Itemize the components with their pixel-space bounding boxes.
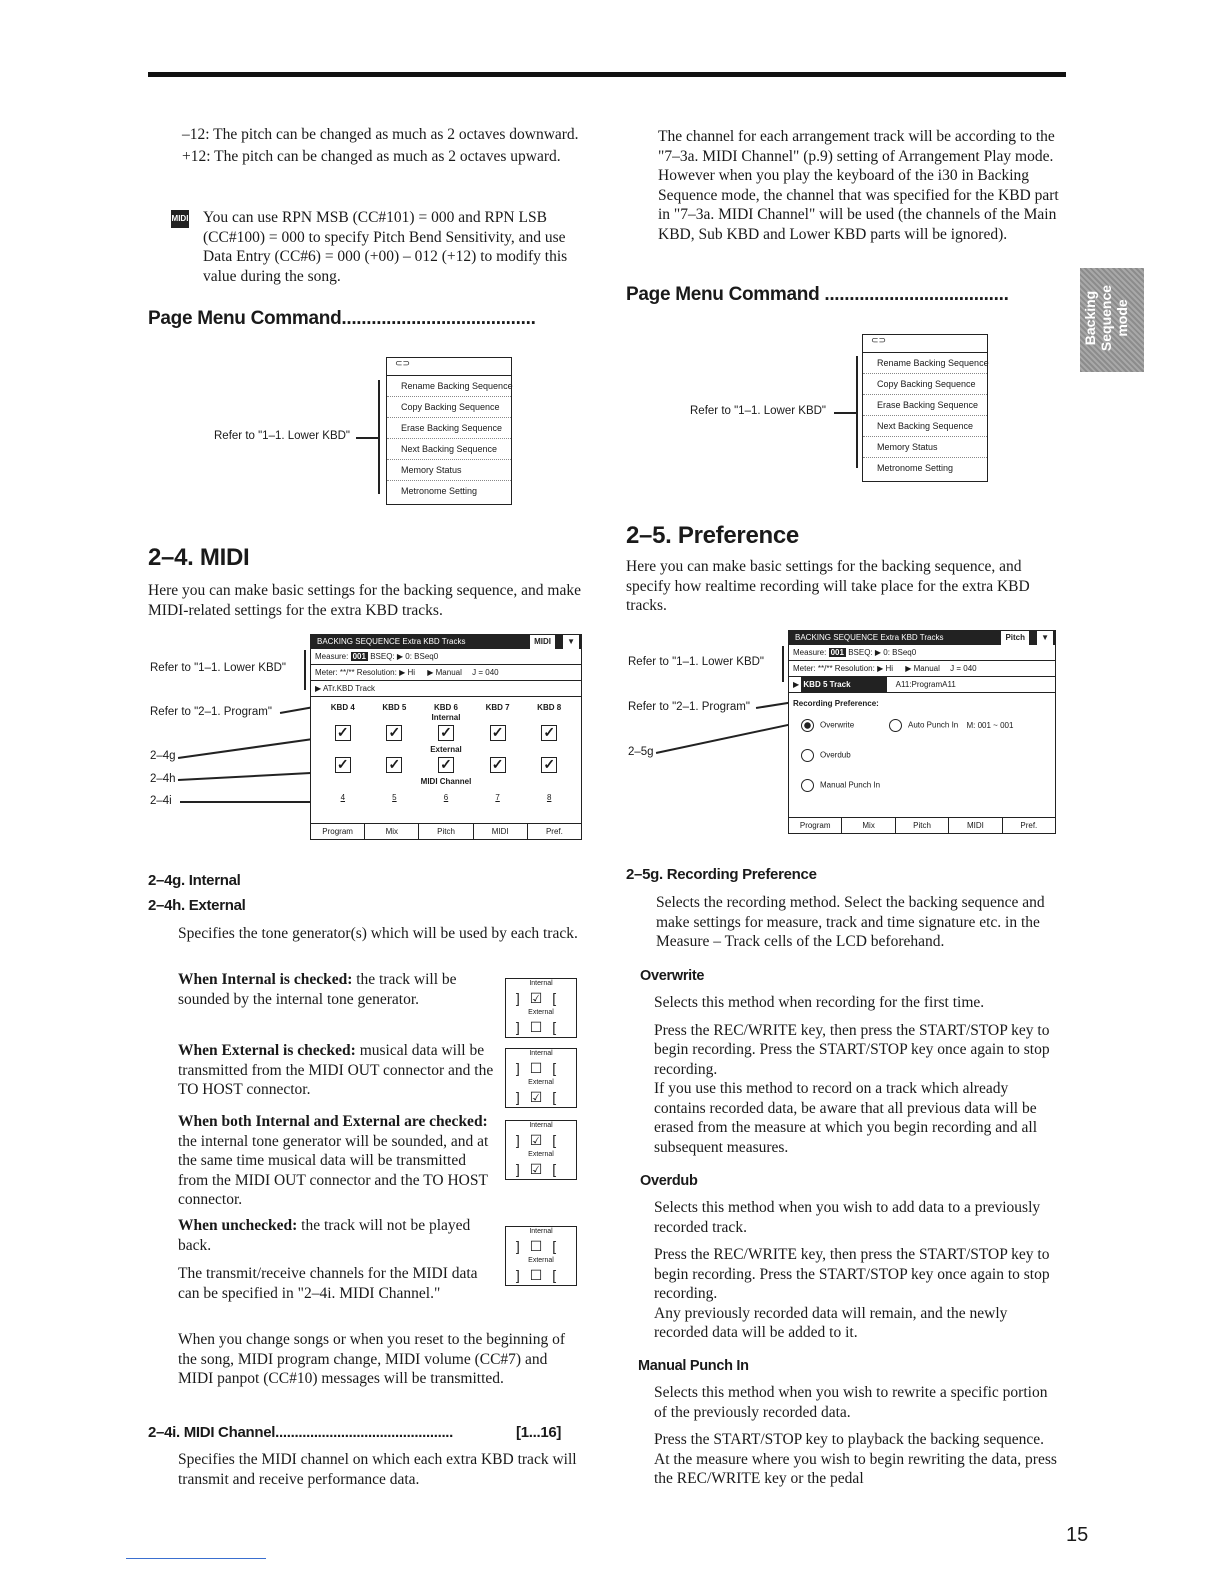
menu-icon: ⊂⊃	[387, 358, 511, 376]
mini-unchecked: Internal ]☐[ External ]☐[	[505, 1226, 577, 1286]
lcd-callout-program: Refer to "2–1. Program"	[628, 701, 750, 713]
overwrite-heading: Overwrite	[640, 968, 705, 984]
chevron-down-icon[interactable]: ▼	[563, 635, 579, 649]
midi-lcd	[310, 634, 582, 840]
menu-bracket	[856, 356, 858, 468]
lcd-tab-bar	[789, 817, 1055, 833]
lcd-page-tab[interactable]: Pitch	[1001, 631, 1029, 645]
menu-item[interactable]: Rename Backing Sequence	[863, 353, 987, 374]
internal-desc: When Internal is checked: the track will be sounded by the internal tone generator.	[178, 971, 457, 1008]
channel-value[interactable]: 6	[443, 793, 449, 802]
specifies-text: Specifies the tone generator(s) which will be used by each track.	[178, 925, 578, 942]
resolution-value[interactable]: Hi	[885, 664, 894, 673]
bseq-value[interactable]: 0: BSeq0	[883, 648, 917, 657]
internal-checkbox[interactable]: ✓	[490, 725, 506, 741]
subheading-recording: 2–5g. Recording Preference	[626, 866, 817, 883]
external-checkbox[interactable]: ✓	[541, 757, 557, 773]
menu-callout-left: Refer to "1–1. Lower KBD"	[214, 430, 351, 442]
radio-icon[interactable]	[801, 749, 814, 762]
recording-text: Selects the recording method. Select the backing sequence and make settings for measure, track and time signature etc. in the Measure – Track cells of the LCD beforehand.	[656, 894, 1045, 950]
recording-pref-label: Recording Preference:	[793, 699, 879, 708]
internal-checkbox[interactable]: ✓	[335, 725, 351, 741]
internal-row	[317, 725, 575, 741]
internal-checkbox[interactable]: ✓	[541, 725, 557, 741]
play-icon[interactable]: ▶	[905, 664, 912, 673]
menu-item[interactable]: Erase Backing Sequence	[863, 395, 987, 416]
measure-value[interactable]: 001	[830, 648, 844, 657]
external-checkbox[interactable]: ✓	[386, 757, 402, 773]
internal-label: Internal	[431, 713, 461, 722]
lcd-measure-row: Measure: 001 BSEQ: ▶ 0: BSeq0	[789, 645, 1055, 661]
lcd-meter-row: Meter: **/** Resolution: ▶ Hi ▶ Manual J = 040	[789, 661, 1055, 677]
kbd-header: KBD 5	[382, 703, 407, 712]
lcd-title: BACKING SEQUENCE Extra KBD Tracks MIDI ▼	[311, 635, 581, 649]
tab-mix[interactable]: Mix	[842, 818, 895, 833]
tab-program[interactable]: Program	[311, 824, 365, 839]
menu-item[interactable]: Metronome Setting	[401, 486, 478, 496]
external-desc: When External is checked: musical data will be transmitted from the MIDI OUT connector and the TO HOST connector.	[178, 1042, 494, 1098]
menu-item[interactable]: Copy Backing Sequence	[387, 397, 511, 418]
lcd-bracket	[304, 650, 306, 690]
play-icon[interactable]: ▶	[396, 652, 404, 661]
midi-note: You can use RPN MSB (CC#101) = 000 and RPN LSB (CC#100) = 000 to specify Pitch Bend Sensitivity, and use Data Entry (CC#6) = 000 (+00) – 012 (+12) to modify this value during the song.	[203, 209, 568, 285]
channel-value[interactable]: 8	[546, 793, 552, 802]
external-checkbox[interactable]: ✓	[490, 757, 506, 773]
page-menu-heading-right: Page Menu Command .....................................	[626, 284, 1009, 305]
bseq-value[interactable]: 0: BSeq0	[405, 652, 439, 661]
midi-icon: MIDI	[171, 210, 189, 228]
channels-text: The transmit/receive channels for the MIDI data can be specified in "2–4i. MIDI Channel."	[178, 1265, 478, 1302]
manual-value[interactable]: Manual	[435, 668, 462, 677]
lcd-meter-row: Meter: **/** Resolution: ▶ Hi ▶ Manual J = 040	[311, 665, 581, 681]
tab-pitch[interactable]: Pitch	[419, 824, 473, 839]
lcd-measure-row: Measure: 001 BSEQ: ▶ 0: BSeq0	[311, 649, 581, 665]
channel-value[interactable]: 7	[495, 793, 500, 802]
mode-side-tab: Backing Sequence mode	[1080, 268, 1144, 372]
manual-punch-heading: Manual Punch In	[638, 1358, 749, 1374]
lcd-title: BACKING SEQUENCE Extra KBD Tracks Pitch ▼	[789, 631, 1055, 645]
menu-item[interactable]: Erase Backing Sequence	[387, 418, 511, 439]
external-checkbox[interactable]: ✓	[438, 757, 454, 773]
tempo-value[interactable]: J = 040	[472, 668, 499, 677]
subheading-external: 2–4h. External	[148, 897, 246, 914]
menu-item[interactable]: Rename Backing Sequence	[387, 376, 511, 397]
leader-4i	[180, 801, 318, 803]
play-icon[interactable]: ▶	[793, 680, 800, 689]
lcd-callout-lower: Refer to "1–1. Lower KBD"	[628, 656, 765, 668]
lcd-callout-5g: 2–5g	[628, 746, 654, 758]
lcd-bracket	[782, 646, 784, 682]
pitch-minus-text: –12: The pitch can be changed as much as 2 octaves downward.	[182, 126, 579, 143]
tab-program[interactable]: Program	[789, 818, 842, 833]
section-intro-midi: Here you can make basic settings for the backing sequence, and make MIDI-related settings for the extra KBD tracks.	[148, 582, 581, 619]
section-title-midi: 2–4. MIDI	[148, 544, 250, 571]
lcd-callout-lower: Refer to "1–1. Lower KBD"	[150, 662, 287, 674]
tab-midi[interactable]: MIDI	[949, 818, 1002, 833]
overwrite-option[interactable]: Overwrite	[801, 719, 854, 732]
channel-value[interactable]: 4	[340, 793, 346, 802]
measure-value[interactable]: 001	[352, 652, 366, 661]
program-value[interactable]: A11:ProgramA11	[895, 680, 956, 689]
top-rule	[148, 72, 1066, 77]
track-value[interactable]: ATr.KBD Track	[322, 684, 375, 693]
section-title-preference: 2–5. Preference	[626, 522, 799, 549]
overwrite-text: Selects this method when recording for the first time. Press the REC/WRITE key, then press the START/STOP key to begin recording. Press the START/STOP key once again to stop recording. If you use this method to record on a track which already contains recorded data, be aware that all previous data will be erased from the measure at which you begin recording and all subsequent measures.	[654, 994, 1050, 1156]
both-desc: When both Internal and External are checked: the internal tone generator will be sounded, and at the same time musical data will be transmitted from the MIDI OUT connector and the TO HOST connector.	[178, 1113, 489, 1208]
subheading-internal: 2–4g. Internal	[148, 872, 241, 889]
play-icon[interactable]: ▶	[874, 648, 882, 657]
overdub-heading: Overdub	[640, 1173, 698, 1189]
page-menu-right	[862, 334, 988, 482]
radio-icon[interactable]	[889, 719, 902, 732]
tab-mix[interactable]: Mix	[365, 824, 419, 839]
menu-item[interactable]: Copy Backing Sequence	[863, 374, 987, 395]
change-songs-text: When you change songs or when you reset to the beginning of the song, MIDI program change, MIDI volume (CC#7) and MIDI panpot (CC#10) messages will be transmitted.	[178, 1331, 565, 1387]
play-icon[interactable]: ▶	[399, 668, 406, 677]
kbd-header: KBD 4	[330, 703, 355, 712]
channel-value[interactable]: 5	[392, 793, 397, 802]
tempo-value[interactable]: J = 040	[950, 664, 977, 673]
resolution-value[interactable]: Hi	[407, 668, 416, 677]
menu-item[interactable]: Memory Status	[863, 437, 987, 458]
overdub-text: Selects this method when you wish to add data to a previously recorded track. Press the REC/WRITE key, then press the START/STOP key to begin recording. Press the START/STOP key once again to stop recording. Any previously recorded data will remain, and the newly recorded data will be added to it.	[654, 1199, 1050, 1341]
menu-callout-right: Refer to "1–1. Lower KBD"	[690, 405, 827, 417]
external-checkbox[interactable]: ✓	[335, 757, 351, 773]
play-icon[interactable]: ▶	[877, 664, 884, 673]
midi-channel-label: MIDI Channel	[420, 777, 472, 786]
section-intro-preference: Here you can make basic settings for the backing sequence, and specify how realtime recording will take place for the extra KBD tracks.	[626, 558, 1030, 614]
preference-lcd	[788, 630, 1056, 834]
pitch-plus-text: +12: The pitch can be changed as much as 2 octaves upward.	[182, 147, 561, 165]
midi-channel-range: [1...16]	[512, 1424, 561, 1441]
mini-internal-checked: Internal ]☑[ External ]☐[	[505, 978, 577, 1038]
lcd-callout-4i: 2–4i	[150, 795, 172, 807]
internal-checkbox[interactable]: ✓	[386, 725, 402, 741]
radio-icon[interactable]	[801, 719, 814, 732]
midi-channel-text: Specifies the MIDI channel on which each extra KBD track will transmit and receive performance data.	[178, 1451, 577, 1488]
tab-pref[interactable]: Pref.	[545, 827, 563, 836]
internal-checkbox[interactable]: ✓	[438, 725, 454, 741]
leader-4h	[178, 772, 318, 781]
channel-text: The channel for each arrangement track will be according to the "7–3a. MIDI Channel" (p.9) setting of Arrangement Play mode. However when you play the keyboard of the i30 in Backing Sequence mode, the channel that was specified for the KBD part in "7–3a. MIDI Channel" will be used (the channels of the Main KBD, Sub KBD and Lower KBD parts will be ignored).	[658, 128, 1059, 243]
page-menu-left	[386, 357, 512, 505]
external-label: External	[430, 745, 462, 754]
play-icon[interactable]: ▶	[427, 668, 434, 677]
external-row	[317, 757, 575, 773]
page-menu-heading-left: Page Menu Command.......................................	[148, 308, 536, 329]
mini-both-checked: Internal ]☑[ External ]☑[	[505, 1120, 577, 1180]
kbd-header: KBD 7	[485, 703, 510, 712]
mini-external-checked: Internal ]☐[ External ]☑[	[505, 1048, 577, 1108]
lcd-track-row	[311, 681, 581, 697]
leader-5g	[656, 721, 803, 754]
kbd-header: KBD 8	[537, 703, 562, 712]
tab-midi[interactable]: MIDI	[474, 824, 528, 839]
kbd-header: KBD 6	[433, 703, 458, 712]
kbd-headers	[317, 703, 575, 712]
menu-icon: ⊂⊃	[863, 335, 987, 353]
play-icon[interactable]: ▶	[315, 684, 322, 693]
tab-pref[interactable]: Pref.	[1020, 821, 1038, 830]
unchecked-desc: When unchecked: the track will not be played back.	[178, 1217, 471, 1254]
lcd-tab-bar	[311, 823, 581, 839]
overdub-option[interactable]: Overdub	[801, 749, 851, 762]
pitch-range-notes	[182, 125, 592, 172]
page-number: 15	[1066, 1524, 1089, 1546]
footer-rule	[126, 1558, 266, 1559]
midi-channel-heading: 2–4i. MIDI Channel..............................................	[148, 1424, 454, 1441]
callout-leader	[356, 437, 380, 439]
menu-bracket	[378, 380, 380, 494]
menu-item[interactable]: Metronome Setting	[877, 463, 954, 473]
lcd-callout-4h: 2–4h	[150, 773, 176, 785]
manual-punch-option[interactable]: Manual Punch In	[801, 779, 880, 792]
menu-item[interactable]: Next Backing Sequence	[863, 416, 987, 437]
manual-punch-text: Selects this method when you wish to rewrite a specific portion of the previously recorded data. Press the START/STOP key to playback the backing sequence. At the measure where you wish to begin rewriting the data, press the REC/WRITE key or the pedal	[654, 1384, 1057, 1487]
punch-range[interactable]: M: 001 ~ 001	[966, 720, 1014, 730]
chevron-down-icon[interactable]: ▼	[1037, 631, 1053, 645]
auto-punch-option[interactable]: Auto Punch In M: 001 ~ 001	[889, 719, 1013, 732]
tab-pitch[interactable]: Pitch	[896, 818, 949, 833]
callout-leader	[834, 412, 858, 414]
menu-item[interactable]: Next Backing Sequence	[387, 439, 511, 460]
channel-row	[317, 793, 575, 802]
lcd-callout-4g: 2–4g	[150, 750, 176, 762]
track-value[interactable]: KBD 5 Track	[801, 677, 887, 693]
radio-icon[interactable]	[801, 779, 814, 792]
lcd-page-tab[interactable]: MIDI	[530, 635, 555, 649]
menu-item[interactable]: Memory Status	[387, 460, 511, 481]
lcd-callout-program: Refer to "2–1. Program"	[150, 706, 272, 718]
manual-value[interactable]: Manual	[913, 664, 940, 673]
leader-4g	[178, 738, 317, 759]
lcd-track-row	[789, 677, 1055, 693]
